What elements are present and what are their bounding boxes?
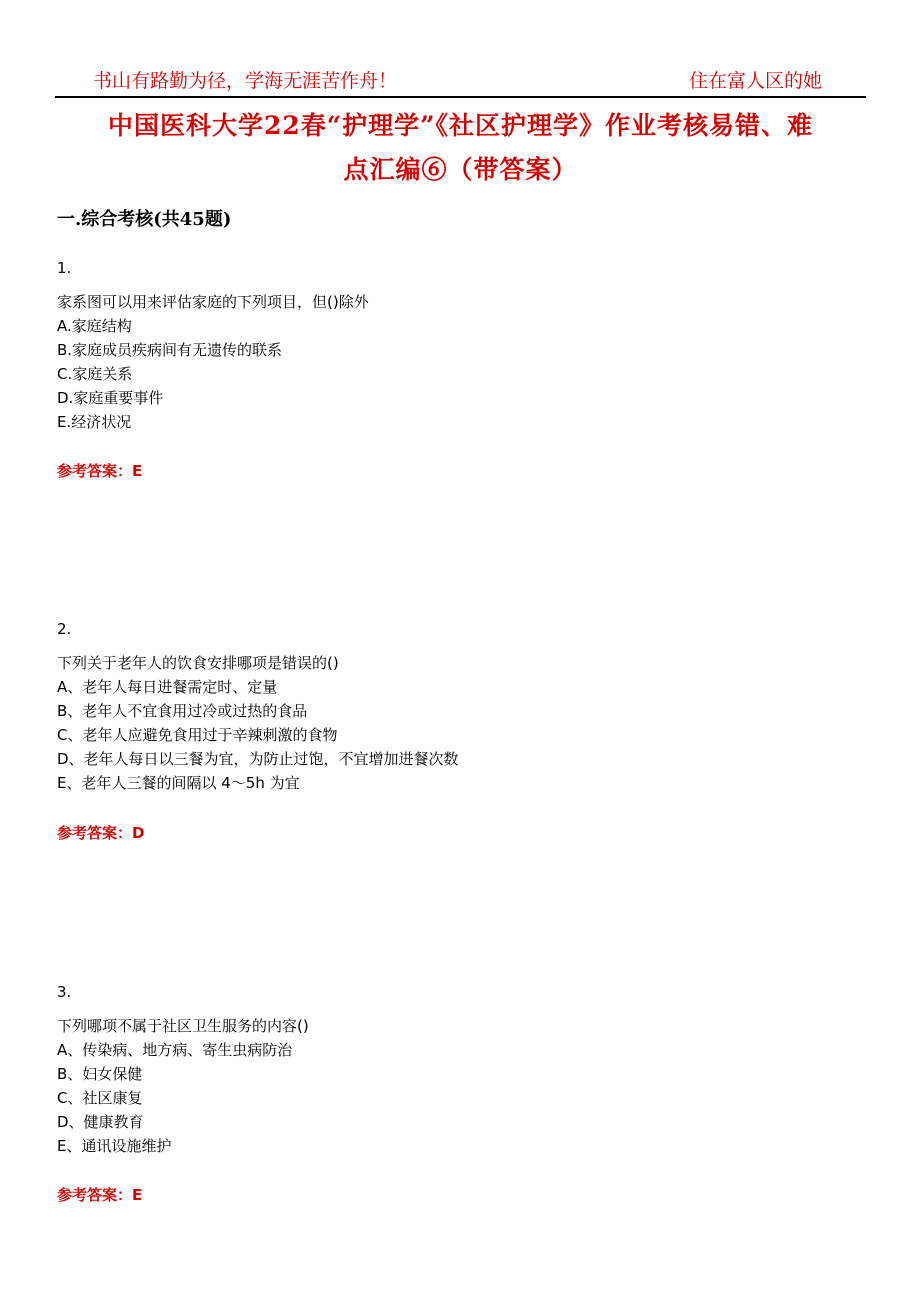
answer-value: E (132, 462, 143, 480)
question-option: C.家庭关系 (57, 365, 133, 383)
question-option: D、老年人每日以三餐为宜，为防止过饱，不宜增加进餐次数 (57, 750, 459, 768)
document-title-line1: 中国医科大学22春“护理学”《社区护理学》作业考核易错、难 (107, 111, 814, 140)
header-author: 住在富人区的她 (688, 70, 822, 92)
document-title (55, 104, 866, 192)
section-heading: 一.综合考核(共45题) (57, 209, 232, 230)
question-3 (57, 980, 309, 1158)
question-2 (57, 617, 459, 795)
question-option: A、老年人每日进餐需定时、定量 (57, 678, 278, 696)
question-stem: 下列哪项不属于社区卫生服务的内容() (57, 1017, 309, 1035)
question-1 (57, 256, 369, 434)
answer-1 (57, 460, 142, 481)
answer-value: D (132, 824, 145, 842)
answer-2 (57, 822, 144, 843)
question-option: B.家庭成员疾病间有无遗传的联系 (57, 341, 283, 359)
question-number: 2. (57, 620, 72, 638)
answer-label: 参考答案： (57, 1186, 133, 1204)
answer-3 (57, 1184, 142, 1205)
answer-label: 参考答案： (57, 462, 133, 480)
question-option: E、老年人三餐的间隔以 4～5h 为宜 (57, 774, 300, 792)
question-stem: 下列关于老年人的饮食安排哪项是错误的() (57, 654, 339, 672)
question-option: C、老年人应避免食用过于辛辣刺激的食物 (57, 726, 338, 744)
page-header (55, 64, 866, 98)
answer-label: 参考答案： (57, 824, 133, 842)
question-option: D、健康教育 (57, 1113, 144, 1131)
header-motto: 书山有路勤为径，学海无涯苦作舟！ (93, 70, 398, 92)
document-title-line2: 点汇编⑥（带答案） (343, 155, 578, 184)
question-stem: 家系图可以用来评估家庭的下列项目，但()除外 (57, 293, 369, 311)
question-option: D.家庭重要事件 (57, 389, 164, 407)
question-number: 3. (57, 983, 72, 1001)
answer-value: E (132, 1186, 143, 1204)
question-option: B、妇女保健 (57, 1065, 143, 1083)
question-option: B、老年人不宜食用过冷或过热的食品 (57, 702, 308, 720)
question-option: C、社区康复 (57, 1089, 143, 1107)
question-option: E.经济状况 (57, 413, 132, 431)
question-option: A、传染病、地方病、寄生虫病防治 (57, 1041, 293, 1059)
question-option: E、通讯设施维护 (57, 1137, 172, 1155)
question-option: A.家庭结构 (57, 317, 132, 335)
question-number: 1. (57, 259, 72, 277)
